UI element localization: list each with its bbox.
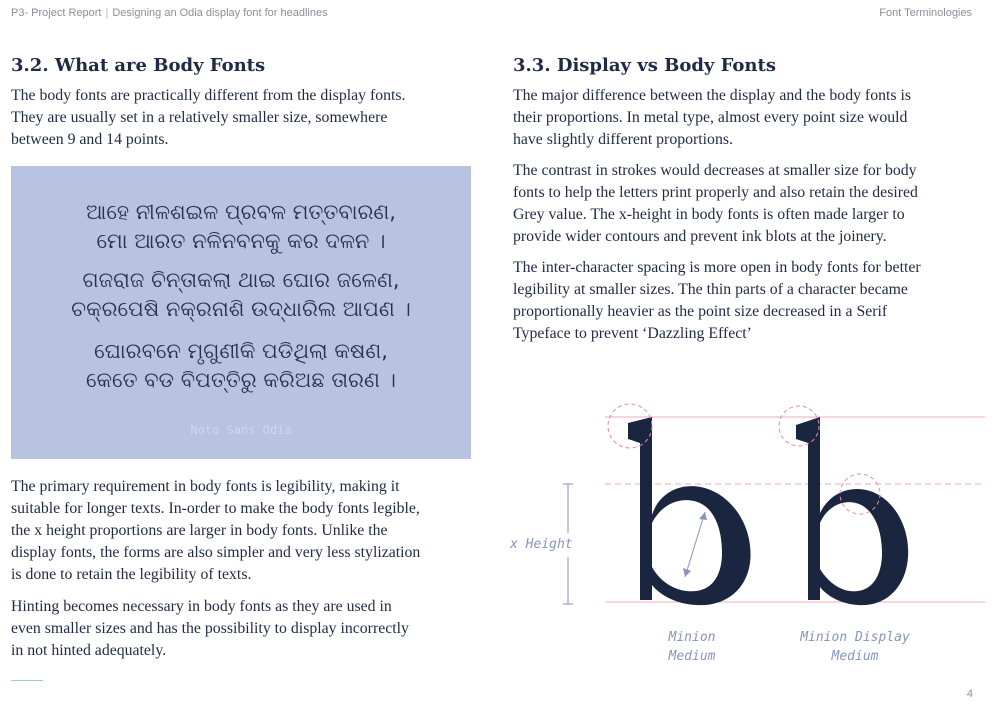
arrow-head bbox=[699, 512, 707, 520]
text-line: display fonts, the forms are also simpler and very less stylization bbox=[11, 544, 421, 561]
header-separator: | bbox=[105, 7, 109, 19]
odia-font-sample bbox=[11, 166, 471, 459]
text-line: The major difference between the display and the body fonts is bbox=[513, 87, 912, 104]
text-line: even smaller sizes and has the possibility to display incorrectly bbox=[11, 620, 409, 637]
sample-line: ଆହେ ନୀଳଶଇଳ ପ୍ରବଳ ମତ୍ତବାରଣ, bbox=[86, 200, 396, 224]
text-line: Typeface to prevent ‘Dazzling Effect’ bbox=[513, 325, 752, 342]
text-line: The body fonts are practically different from the display fonts. bbox=[11, 87, 406, 104]
caption-minion bbox=[632, 628, 752, 666]
sample-line: ଗଜରାଜ ଚିନ୍ତାକଲା ଥାଇ ଘୋର ଜଳେଣ, bbox=[82, 268, 400, 292]
sample-font-name: Noto Sans Odia bbox=[190, 423, 292, 437]
heading-body-fonts: 3.2. What are Body Fonts bbox=[11, 55, 266, 76]
sample-line: ଚକ୍ରପେଷି ନକ୍ରନାଶି ଉଦ୍ଧାରିଲ ଆପଣ । bbox=[71, 297, 411, 321]
spacing-paragraph bbox=[513, 257, 921, 345]
text-line: the x height proportions are larger in body fonts. Unlike the bbox=[11, 522, 388, 539]
text-line: have slightly different proportions. bbox=[513, 131, 733, 148]
project-label: P3- Project Report bbox=[11, 7, 102, 19]
text-line: The contrast in strokes would decreases at smaller size for body bbox=[513, 162, 917, 179]
text-line: between 9 and 14 points. bbox=[11, 131, 169, 148]
text-line: The inter-character spacing is more open in body fonts for better bbox=[513, 259, 921, 276]
text-line: is done to retain the legibility of texts. bbox=[11, 566, 252, 583]
text-line: in not hinted adequately. bbox=[11, 642, 167, 659]
glyph-b-minion-display bbox=[796, 417, 908, 605]
glyph-b-minion bbox=[628, 417, 751, 605]
heading-display-vs-body: 3.3. Display vs Body Fonts bbox=[513, 55, 776, 76]
text-line: proportionally heavier as the point size decreased in a Serif bbox=[513, 303, 888, 320]
text-line: Hinting becomes necessary in body fonts as they are used in bbox=[11, 598, 392, 615]
contrast-paragraph bbox=[513, 160, 918, 248]
caption-line: Medium bbox=[668, 649, 716, 664]
running-header bbox=[11, 7, 328, 19]
report-subtitle: Designing an Odia display font for headlines bbox=[112, 7, 328, 19]
sample-line: ମୋ ଆରତ ନଳିନବନକୁ କର ଦଳନ । bbox=[96, 229, 386, 253]
text-line: legibility at smaller sizes. The thin parts of a character became bbox=[513, 281, 908, 298]
xheight-label: x Height bbox=[510, 537, 573, 552]
legibility-paragraph bbox=[11, 476, 420, 586]
text-line: their proportions. In metal type, almost every point size would bbox=[513, 109, 908, 126]
text-line: provide wider contours and prevent ink blots at the joinery. bbox=[513, 228, 887, 245]
hinting-paragraph bbox=[11, 596, 409, 662]
text-line: fonts to help the letters print properly and also retain the desired bbox=[513, 184, 918, 201]
page-number: 4 bbox=[966, 688, 973, 700]
text-line: Grey value. The x-height in body fonts is often made larger to bbox=[513, 206, 905, 223]
footer-rule bbox=[11, 680, 43, 681]
caption-line: Minion bbox=[668, 630, 716, 645]
sample-line: ଘୋରବନେ ମୃଗୁଣୀକି ପଡିଥିଲା କଷଣ, bbox=[94, 339, 388, 363]
section-label: Font Terminologies bbox=[879, 7, 972, 19]
sample-line: କେତେ ବଡ ବିପତ୍ତିରୁ କରିଅଛ ତାରଣ । bbox=[86, 368, 396, 392]
caption-minion-display bbox=[775, 628, 935, 666]
caption-line: Minion Display bbox=[800, 630, 910, 645]
text-line: They are usually set in a relatively smaller size, somewhere bbox=[11, 109, 388, 126]
text-line: The primary requirement in body fonts is legibility, making it bbox=[11, 478, 400, 495]
text-line: suitable for longer texts. In-order to make the body fonts legible, bbox=[11, 500, 420, 517]
body-fonts-intro bbox=[11, 85, 406, 151]
xheight-comparison-diagram bbox=[500, 395, 990, 685]
proportions-paragraph bbox=[513, 85, 911, 151]
stress-arrow bbox=[685, 512, 705, 577]
caption-line: Medium bbox=[831, 649, 879, 664]
